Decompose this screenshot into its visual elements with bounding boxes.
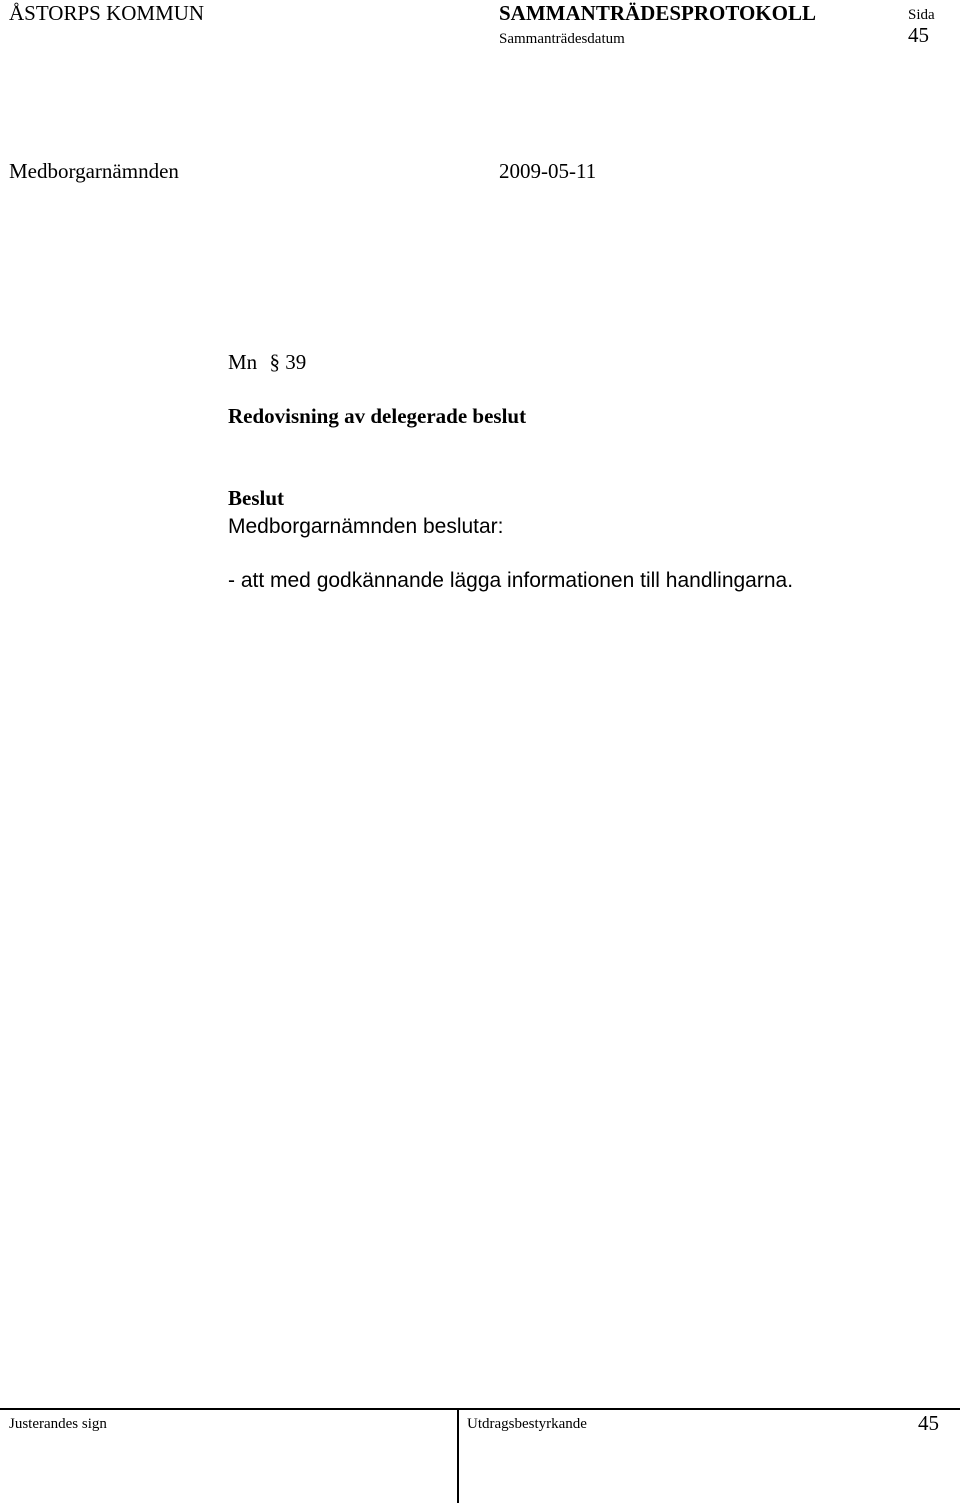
footer-page-number: 45: [918, 1411, 939, 1435]
municipality-name: ÅSTORPS KOMMUN: [9, 1, 205, 25]
page-label: Sida: [908, 7, 935, 23]
decision-item: - att med godkännande lägga informationen till handlingarna.: [228, 569, 794, 592]
footer-divider: [0, 1408, 960, 1410]
footer-certify-label: Utdragsbestyrkande: [467, 1416, 587, 1432]
paragraph-symbol: §: [269, 350, 280, 374]
decision-intro: Medborgarnämnden beslutar:: [228, 515, 504, 538]
section-title: Redovisning av delegerade beslut: [228, 404, 527, 428]
section-ref-number: 39: [285, 350, 307, 374]
section-ref-prefix: Mn: [228, 350, 258, 374]
page-number: 45: [908, 23, 929, 47]
footer-column-divider: [457, 1408, 459, 1503]
section-reference: [228, 352, 306, 373]
document-title: SAMMANTRÄDESPROTOKOLL: [499, 1, 816, 25]
decision-heading: Beslut: [228, 486, 285, 510]
meeting-date: 2009-05-11: [499, 159, 597, 183]
committee-name: Medborgarnämnden: [9, 159, 179, 183]
footer-sign-label: Justerandes sign: [9, 1416, 107, 1432]
meeting-date-label: Sammanträdesdatum: [499, 31, 625, 47]
